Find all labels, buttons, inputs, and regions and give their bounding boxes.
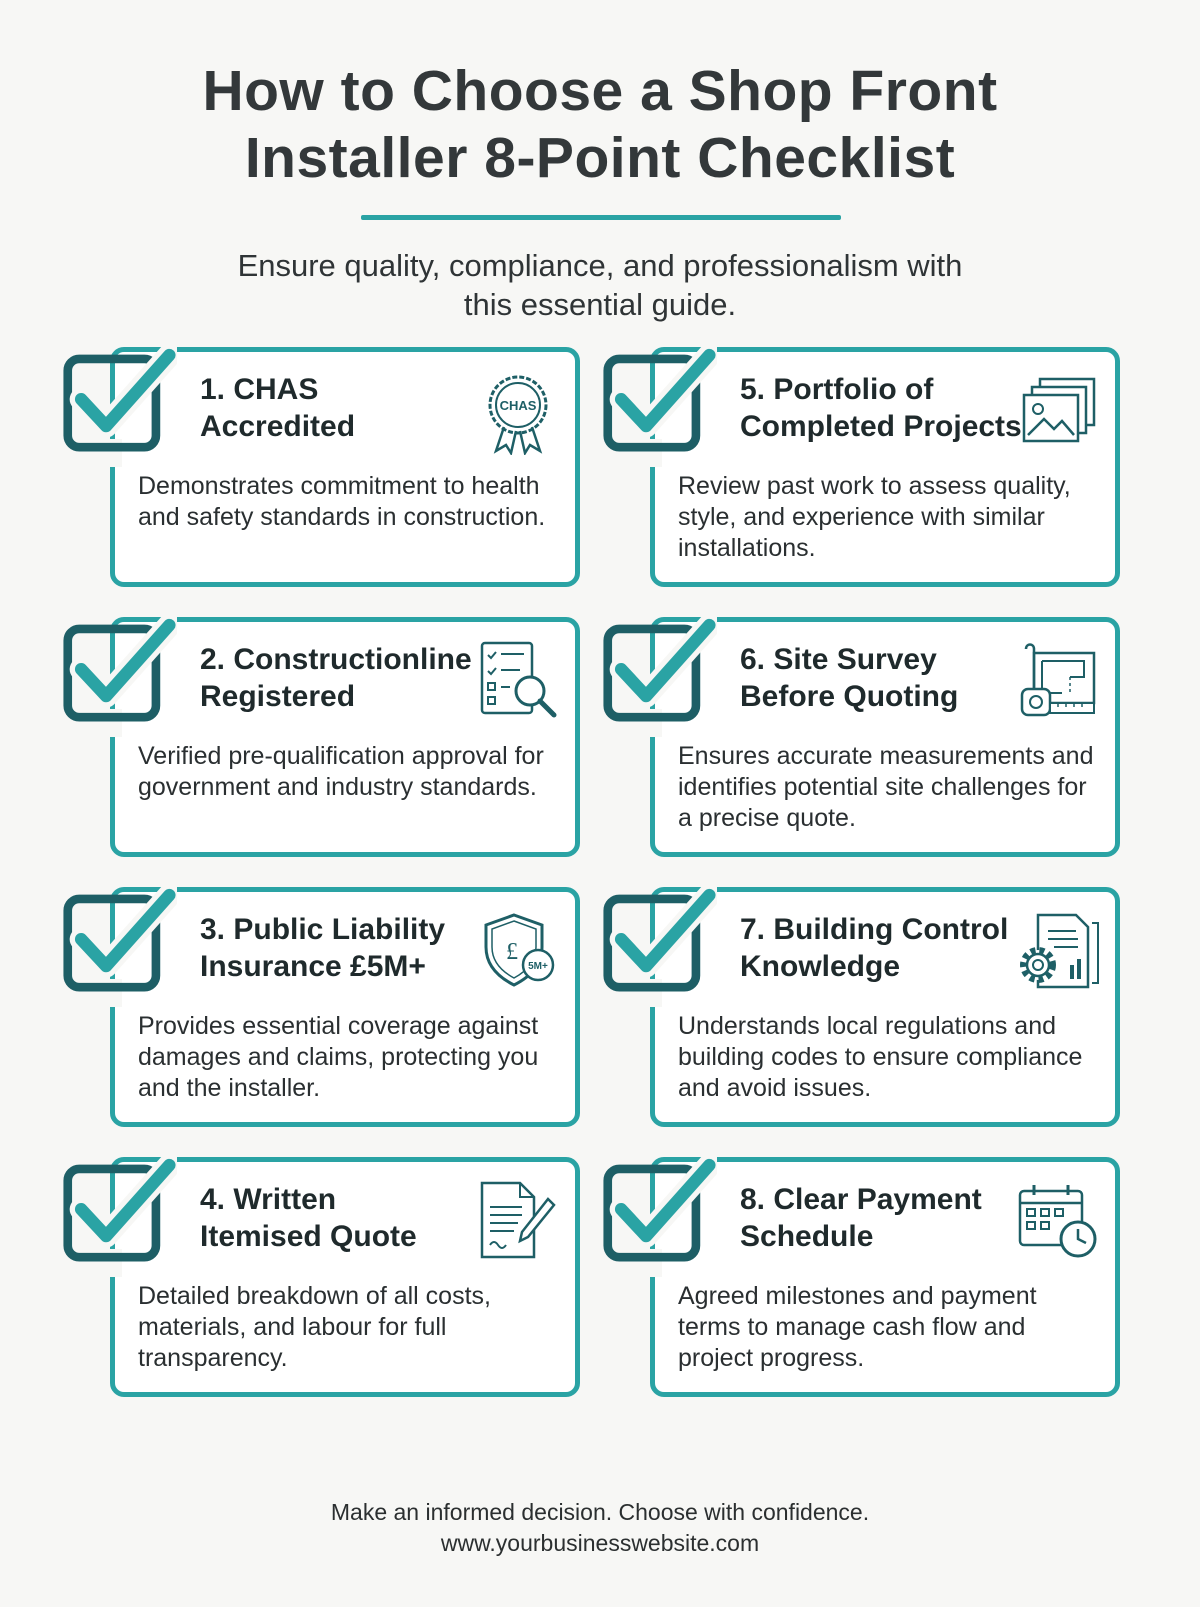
blueprint-tape-icon: [1014, 637, 1102, 725]
checklist-card-4: [62, 1157, 592, 1407]
checklist-card-2: [62, 617, 592, 867]
checkbox-icon: [62, 887, 177, 1002]
checkbox-icon: [602, 347, 717, 462]
card-description: Agreed milestones and payment terms to manage cash flow and project progress.: [678, 1282, 1037, 1372]
subtitle-line-1: Ensure quality, compliance, and professionalism with: [237, 248, 963, 283]
checklist-card-7: [602, 887, 1132, 1137]
checkbox-icon: [62, 617, 177, 732]
photo-gallery-icon: [1014, 367, 1102, 455]
footer-website-link[interactable]: www.yourbusinesswebsite.com: [440, 1530, 760, 1556]
checkbox-icon: [602, 617, 717, 732]
footer-tagline: Make an informed decision. Choose with confidence.: [330, 1499, 870, 1525]
checkbox-icon: [62, 1157, 177, 1272]
card-description: Provides essential coverage against damages and claims, protecting you and the installer.: [138, 1012, 539, 1102]
card-description: Understands local regulations and building codes to ensure compliance and avoid issues.: [678, 1012, 1083, 1102]
card-title: 6. Site Survey Before Quoting: [740, 643, 959, 713]
title-line-2: Installer 8-Point Checklist: [244, 126, 956, 190]
svg-text:£: £: [506, 939, 518, 965]
card-description: Detailed breakdown of all costs, materials, and labour for full transparency.: [138, 1282, 491, 1372]
document-pen-icon: [474, 1177, 562, 1265]
svg-text:5M+: 5M+: [528, 961, 548, 972]
card-title: 5. Portfolio of Completed Projects: [740, 373, 1022, 443]
document-gear-icon: [1014, 907, 1102, 995]
insurance-shield-icon: [474, 907, 562, 995]
card-title: 7. Building Control Knowledge: [740, 913, 1009, 983]
checkbox-icon: [602, 887, 717, 1002]
card-description: Verified pre-qualification approval for government and industry standards.: [138, 742, 544, 801]
checklist-card-6: [602, 617, 1132, 867]
card-title: 3. Public Liability Insurance £5M+: [200, 913, 446, 983]
checkbox-icon: [602, 1157, 717, 1272]
checklist-magnifier-icon: [474, 637, 562, 725]
footer: [0, 1497, 1200, 1559]
card-title: 2. Constructionline Registered: [200, 643, 472, 713]
checkbox-icon: [62, 347, 177, 462]
checklist-card-8: [602, 1157, 1132, 1407]
card-description: Review past work to assess quality, style, and experience with similar installations.: [678, 472, 1071, 562]
card-description: Ensures accurate measurements and identifies potential site challenges for a precise quote.: [678, 742, 1094, 832]
card-title: 4. Written Itemised Quote: [200, 1183, 417, 1253]
card-title: 8. Clear Payment Schedule: [740, 1183, 982, 1253]
checklist-card-1: [62, 347, 592, 597]
card-title: 1. CHAS Accredited: [200, 373, 356, 443]
title-divider: [361, 215, 841, 220]
checklist-card-3: [62, 887, 592, 1137]
page-title: [0, 58, 1200, 192]
chas-badge-icon: [474, 367, 562, 455]
calendar-clock-icon: [1014, 1177, 1102, 1265]
subtitle-line-2: this essential guide.: [463, 287, 737, 322]
checklist-card-5: [602, 347, 1132, 597]
card-description: Demonstrates commitment to health and safety standards in construction.: [138, 472, 546, 531]
subtitle: [0, 246, 1200, 324]
svg-text:CHAS: CHAS: [499, 398, 537, 413]
title-line-1: How to Choose a Shop Front: [202, 59, 998, 123]
